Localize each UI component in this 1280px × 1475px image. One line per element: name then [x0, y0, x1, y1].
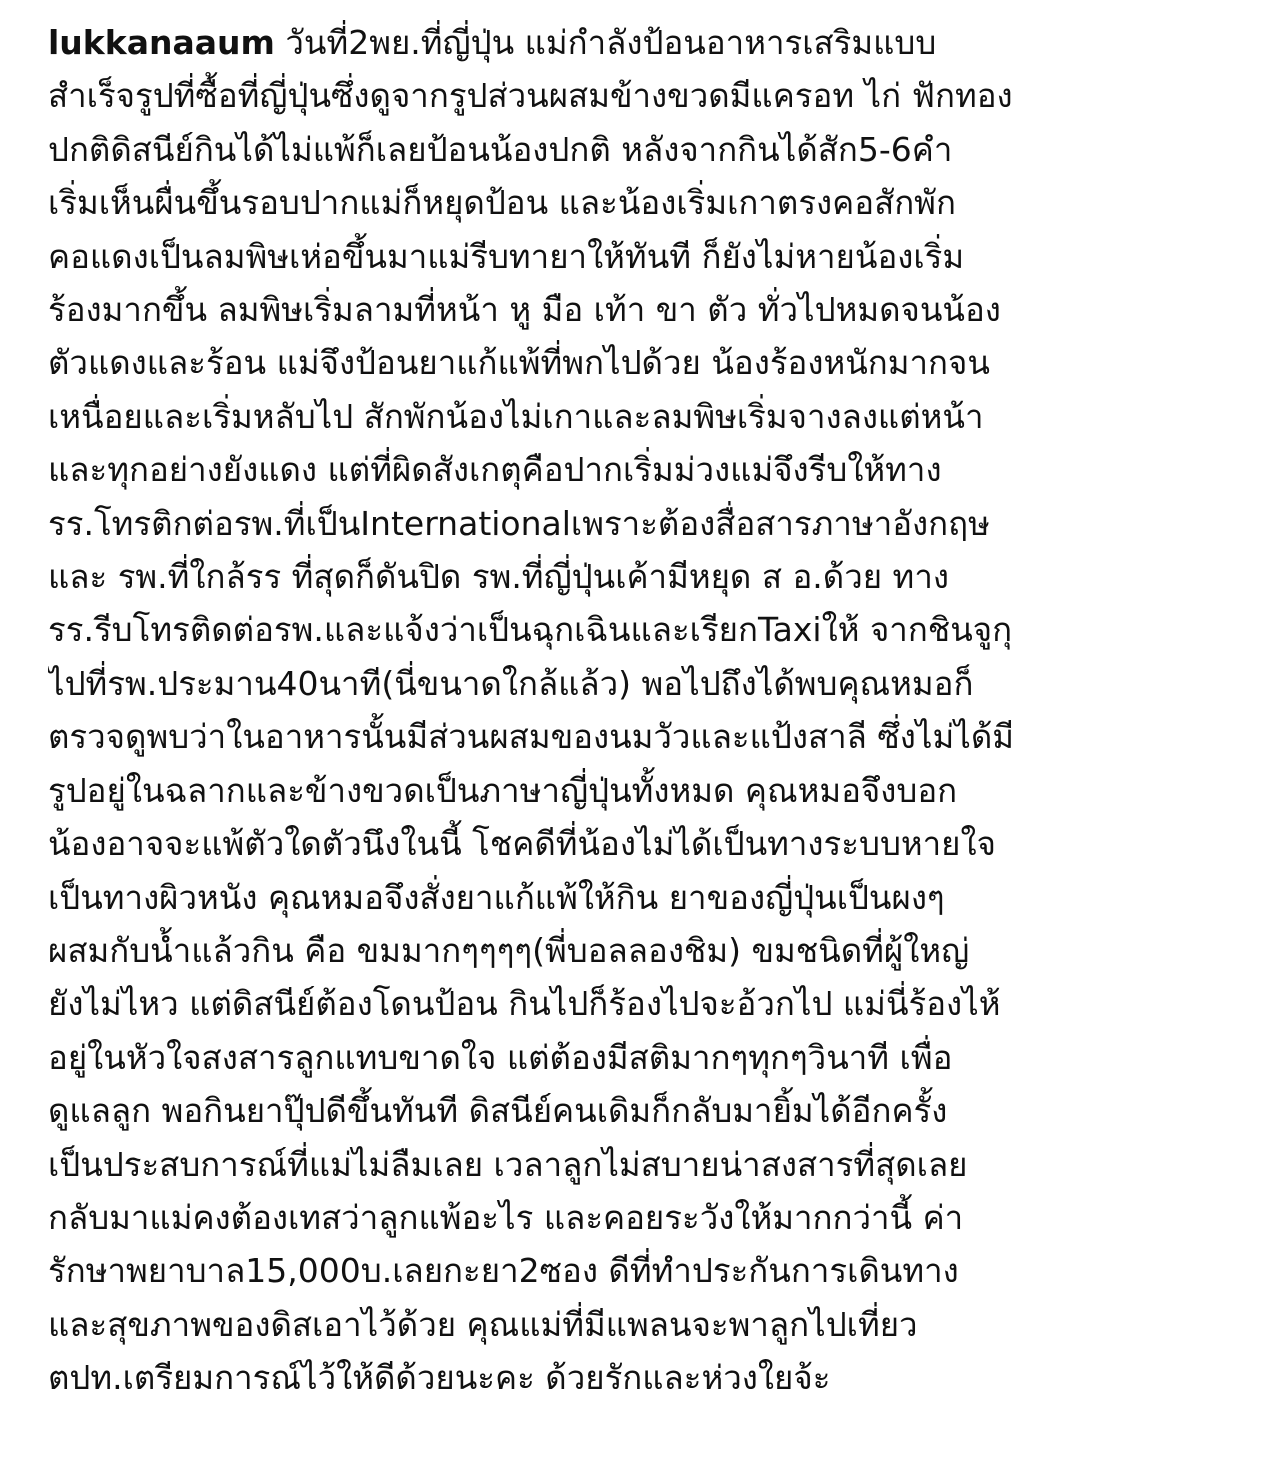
caption-line: เป็นประสบการณ์ที่แม่ไม่ลืมเลย เวลาลูกไม่สบายน่าสงสารที่สุดเลย [48, 1144, 968, 1184]
caption-line: เริ่มเห็นผื่นขึ้นรอบปากแม่ก็หยุดป้อน และน้องเริ่มเกาตรงคอสักพัก [48, 183, 956, 223]
caption-line: ตรวจดูพบว่าในอาหารนั้นมีส่วนผสมของนมวัวและแป้งสาลี ซึ่งไม่ได้มี [48, 717, 1015, 757]
caption-line: ตัวแดงและร้อน แม่จึงป้อนยาแก้แพ้ที่พกไปด้วย น้องร้องหนักมากจน [48, 343, 990, 383]
caption-line: รร.โทรติกต่อรพ.ที่เป็นInternationalเพราะต้องสื่อสารภาษาอังกฤษ [48, 503, 990, 543]
caption-line: ผสมกับน้ำแล้วกิน คือ ขมมากๆๆๆๆ(พี่บอลลองชิม) ขมชนิดที่ผู้ใหญ่ [48, 930, 970, 970]
caption-line: ตปท.เตรียมการณ์ไว้ให้ดีด้วยนะคะ ด้วยรักและห่วงใยจ้ะ [48, 1358, 831, 1398]
post-caption [48, 16, 1248, 1405]
caption-line: ยังไม่ไหว แต่ดิสนีย์ต้องโดนป้อน กินไปก็ร้องไปจะอ้วกไป แม่นี่ร้องไห้ [48, 984, 1001, 1024]
caption-line: รักษาพยาบาล15,000บ.เลยกะยา2ซอง ดีที่ทำประกันการเดินทาง [48, 1251, 959, 1291]
caption-line: เหนื่อยและเริ่มหลับไป สักพักน้องไม่เกาและลมพิษเริ่มจางลงแต่หน้า [48, 396, 984, 436]
caption-line: เป็นทางผิวหนัง คุณหมอจึงสั่งยาแก้แพ้ให้กิน ยาของญี่ปุ่นเป็นผงๆ [48, 877, 945, 917]
caption-line: รูปอยู่ในฉลากและข้างขวดเป็นภาษาญี่ปุ่นทั้งหมด คุณหมอจึงบอก [48, 770, 958, 810]
caption-line: กลับมาแม่คงต้องเทสว่าลูกแพ้อะไร และคอยระวังให้มากกว่านี้ ค่า [48, 1197, 964, 1237]
caption-line: ร้องมากขึ้น ลมพิษเริ่มลามที่หน้า หู มือ เท้า ขา ตัว ทั่วไปหมดจนน้อง [48, 290, 1001, 330]
caption-line: ปกติดิสนีย์กินได้ไม่แพ้ก็เลยป้อนน้องปกติ หลังจากกินได้สัก5-6คำ [48, 129, 953, 169]
caption-line: และ รพ.ที่ใกล้รร ที่สุดก็ดันปิด รพ.ที่ญี่ปุ่นเค้ามีหยุด ส อ.ด้วย ทาง [48, 557, 949, 597]
caption-line: และทุกอย่างยังแดง แต่ที่ผิดสังเกตุคือปากเริ่มม่วงแม่จึงรีบให้ทาง [48, 450, 942, 490]
caption-line: คอแดงเป็นลมพิษเห่อขึ้นมาแม่รีบทายาให้ทันที ก็ยังไม่หายน้องเริ่ม [48, 236, 965, 276]
caption-line: รร.รีบโทรติดต่อรพ.และแจ้งว่าเป็นฉุกเฉินและเรียกTaxiให้ จากชินจูกุ [48, 610, 1013, 650]
caption-line: ไปที่รพ.ประมาน40นาที(นี่ขนาดใกล้แล้ว) พอไปถึงได้พบคุณหมอก็ [48, 663, 974, 703]
caption-line [48, 16, 1248, 69]
caption-line: อยู่ในหัวใจสงสารลูกแทบขาดใจ แต่ต้องมีสติมากๆทุกๆวินาที เพื่อ [48, 1037, 953, 1077]
caption-text: วันที่2พย.ที่ญี่ปุ่น แม่กำลังป้อนอาหารเสริมแบบ [274, 23, 937, 62]
caption-line: และสุขภาพของดิสเอาไว้ด้วย คุณแม่ที่มีแพลนจะพาลูกไปเที่ยว [48, 1304, 918, 1344]
caption-line: สำเร็จรูปที่ซื้อที่ญี่ปุ่นซึ่งดูจากรูปส่วนผสมข้างขวดมีแครอท ไก่ ฟักทอง [48, 76, 1013, 116]
username-link[interactable]: lukkanaaum [48, 23, 275, 62]
caption-line: น้องอาจจะแพ้ตัวใดตัวนึงในนี้ โชคดีที่น้องไม่ได้เป็นทางระบบหายใจ [48, 824, 996, 864]
caption-line: ดูแลลูก พอกินยาปุ๊ปดีขึ้นทันที ดิสนีย์คนเดิมก็กลับมายิ้มได้อีกครั้ง [48, 1091, 948, 1131]
